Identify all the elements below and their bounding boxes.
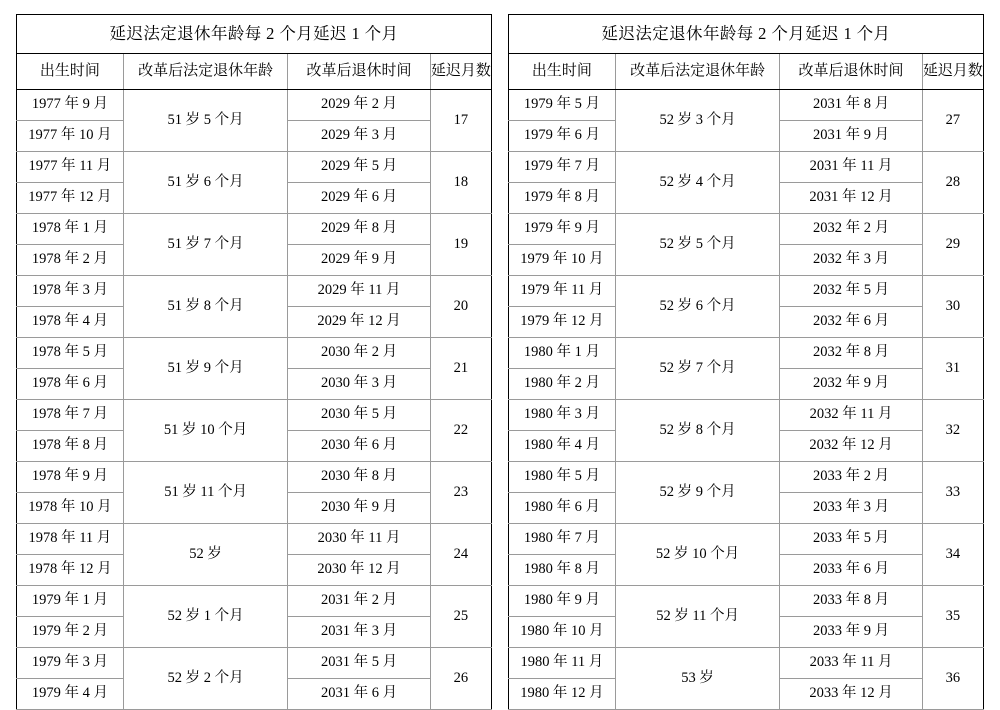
statutory-retirement-age-cell: 51 岁 6 个月 [123, 152, 288, 214]
retirement-schedule-table-left [16, 14, 492, 710]
birth-date-cell: 1979 年 5 月 [509, 90, 616, 121]
delay-months-cell: 21 [430, 338, 491, 400]
table-row [17, 586, 492, 617]
birth-date-cell: 1978 年 11 月 [17, 524, 124, 555]
statutory-retirement-age-cell: 52 岁 8 个月 [615, 400, 780, 462]
birth-date-cell: 1980 年 1 月 [509, 338, 616, 369]
retirement-date-cell: 2029 年 9 月 [288, 245, 430, 276]
table-row [17, 338, 492, 369]
retirement-date-cell: 2033 年 11 月 [780, 648, 922, 679]
birth-date-cell: 1977 年 12 月 [17, 183, 124, 214]
table-header-row [17, 54, 492, 90]
table-row [509, 338, 984, 369]
column-header: 改革后退休时间 [288, 54, 430, 90]
table-row [509, 648, 984, 679]
retirement-date-cell: 2030 年 6 月 [288, 431, 430, 462]
birth-date-cell: 1980 年 8 月 [509, 555, 616, 586]
delay-months-cell: 35 [922, 586, 983, 648]
birth-date-cell: 1978 年 6 月 [17, 369, 124, 400]
birth-date-cell: 1980 年 7 月 [509, 524, 616, 555]
retirement-date-cell: 2030 年 11 月 [288, 524, 430, 555]
statutory-retirement-age-cell: 52 岁 9 个月 [615, 462, 780, 524]
birth-date-cell: 1977 年 9 月 [17, 90, 124, 121]
birth-date-cell: 1978 年 4 月 [17, 307, 124, 338]
retirement-date-cell: 2030 年 5 月 [288, 400, 430, 431]
table-row [17, 400, 492, 431]
birth-date-cell: 1979 年 1 月 [17, 586, 124, 617]
column-header: 延迟月数 [922, 54, 983, 90]
table-row [509, 152, 984, 183]
birth-date-cell: 1980 年 11 月 [509, 648, 616, 679]
retirement-date-cell: 2030 年 9 月 [288, 493, 430, 524]
birth-date-cell: 1979 年 4 月 [17, 679, 124, 710]
birth-date-cell: 1979 年 6 月 [509, 121, 616, 152]
column-header: 延迟月数 [430, 54, 491, 90]
retirement-date-cell: 2031 年 12 月 [780, 183, 922, 214]
birth-date-cell: 1980 年 2 月 [509, 369, 616, 400]
table-title: 延迟法定退休年龄每 2 个月延迟 1 个月 [509, 15, 984, 54]
retirement-date-cell: 2029 年 11 月 [288, 276, 430, 307]
retirement-date-cell: 2031 年 2 月 [288, 586, 430, 617]
retirement-date-cell: 2030 年 12 月 [288, 555, 430, 586]
statutory-retirement-age-cell: 52 岁 7 个月 [615, 338, 780, 400]
table-row [509, 276, 984, 307]
retirement-date-cell: 2030 年 3 月 [288, 369, 430, 400]
birth-date-cell: 1978 年 10 月 [17, 493, 124, 524]
statutory-retirement-age-cell: 52 岁 5 个月 [615, 214, 780, 276]
retirement-date-cell: 2030 年 8 月 [288, 462, 430, 493]
retirement-date-cell: 2032 年 8 月 [780, 338, 922, 369]
table-row [509, 400, 984, 431]
retirement-date-cell: 2033 年 9 月 [780, 617, 922, 648]
birth-date-cell: 1980 年 10 月 [509, 617, 616, 648]
statutory-retirement-age-cell: 51 岁 9 个月 [123, 338, 288, 400]
column-header: 改革后法定退休年龄 [615, 54, 780, 90]
table-header-row [509, 54, 984, 90]
retirement-date-cell: 2032 年 3 月 [780, 245, 922, 276]
delay-months-cell: 22 [430, 400, 491, 462]
birth-date-cell: 1978 年 12 月 [17, 555, 124, 586]
retirement-date-cell: 2033 年 3 月 [780, 493, 922, 524]
delay-months-cell: 23 [430, 462, 491, 524]
retirement-date-cell: 2032 年 5 月 [780, 276, 922, 307]
table-row [17, 90, 492, 121]
delay-months-cell: 33 [922, 462, 983, 524]
table-row [17, 462, 492, 493]
delay-months-cell: 26 [430, 648, 491, 710]
table-row [509, 90, 984, 121]
statutory-retirement-age-cell: 52 岁 1 个月 [123, 586, 288, 648]
retirement-date-cell: 2032 年 12 月 [780, 431, 922, 462]
birth-date-cell: 1978 年 8 月 [17, 431, 124, 462]
retirement-date-cell: 2031 年 8 月 [780, 90, 922, 121]
statutory-retirement-age-cell: 51 岁 7 个月 [123, 214, 288, 276]
retirement-date-cell: 2033 年 2 月 [780, 462, 922, 493]
retirement-date-cell: 2029 年 8 月 [288, 214, 430, 245]
column-header: 出生时间 [509, 54, 616, 90]
retirement-date-cell: 2029 年 12 月 [288, 307, 430, 338]
statutory-retirement-age-cell: 51 岁 11 个月 [123, 462, 288, 524]
delay-months-cell: 30 [922, 276, 983, 338]
table-right-body [509, 15, 984, 710]
statutory-retirement-age-cell: 51 岁 10 个月 [123, 400, 288, 462]
delay-months-cell: 29 [922, 214, 983, 276]
statutory-retirement-age-cell: 53 岁 [615, 648, 780, 710]
statutory-retirement-age-cell: 52 岁 6 个月 [615, 276, 780, 338]
delay-months-cell: 36 [922, 648, 983, 710]
birth-date-cell: 1980 年 4 月 [509, 431, 616, 462]
birth-date-cell: 1980 年 9 月 [509, 586, 616, 617]
statutory-retirement-age-cell: 52 岁 11 个月 [615, 586, 780, 648]
retirement-date-cell: 2032 年 2 月 [780, 214, 922, 245]
birth-date-cell: 1980 年 3 月 [509, 400, 616, 431]
retirement-date-cell: 2033 年 8 月 [780, 586, 922, 617]
birth-date-cell: 1978 年 2 月 [17, 245, 124, 276]
birth-date-cell: 1980 年 12 月 [509, 679, 616, 710]
delay-months-cell: 20 [430, 276, 491, 338]
statutory-retirement-age-cell: 51 岁 8 个月 [123, 276, 288, 338]
retirement-date-cell: 2031 年 11 月 [780, 152, 922, 183]
table-row [17, 214, 492, 245]
column-header: 改革后法定退休年龄 [123, 54, 288, 90]
table-left-body [17, 15, 492, 710]
retirement-date-cell: 2032 年 9 月 [780, 369, 922, 400]
birth-date-cell: 1980 年 5 月 [509, 462, 616, 493]
delay-months-cell: 25 [430, 586, 491, 648]
statutory-retirement-age-cell: 51 岁 5 个月 [123, 90, 288, 152]
delay-months-cell: 31 [922, 338, 983, 400]
birth-date-cell: 1978 年 1 月 [17, 214, 124, 245]
retirement-date-cell: 2033 年 12 月 [780, 679, 922, 710]
delay-months-cell: 19 [430, 214, 491, 276]
statutory-retirement-age-cell: 52 岁 2 个月 [123, 648, 288, 710]
table-row [17, 276, 492, 307]
birth-date-cell: 1979 年 3 月 [17, 648, 124, 679]
birth-date-cell: 1979 年 11 月 [509, 276, 616, 307]
delay-months-cell: 32 [922, 400, 983, 462]
birth-date-cell: 1978 年 9 月 [17, 462, 124, 493]
retirement-table-right-wrapper [508, 14, 984, 710]
retirement-table-left-wrapper [16, 14, 492, 710]
table-row [509, 462, 984, 493]
retirement-date-cell: 2031 年 3 月 [288, 617, 430, 648]
birth-date-cell: 1978 年 3 月 [17, 276, 124, 307]
birth-date-cell: 1977 年 10 月 [17, 121, 124, 152]
retirement-date-cell: 2031 年 9 月 [780, 121, 922, 152]
table-row [509, 524, 984, 555]
retirement-date-cell: 2032 年 6 月 [780, 307, 922, 338]
table-row [509, 586, 984, 617]
table-title: 延迟法定退休年龄每 2 个月延迟 1 个月 [17, 15, 492, 54]
table-row [509, 214, 984, 245]
birth-date-cell: 1979 年 2 月 [17, 617, 124, 648]
birth-date-cell: 1980 年 6 月 [509, 493, 616, 524]
birth-date-cell: 1978 年 5 月 [17, 338, 124, 369]
retirement-date-cell: 2029 年 3 月 [288, 121, 430, 152]
retirement-date-cell: 2030 年 2 月 [288, 338, 430, 369]
retirement-date-cell: 2033 年 5 月 [780, 524, 922, 555]
birth-date-cell: 1979 年 12 月 [509, 307, 616, 338]
statutory-retirement-age-cell: 52 岁 3 个月 [615, 90, 780, 152]
birth-date-cell: 1979 年 9 月 [509, 214, 616, 245]
retirement-date-cell: 2029 年 6 月 [288, 183, 430, 214]
retirement-date-cell: 2029 年 5 月 [288, 152, 430, 183]
table-title-row [17, 15, 492, 54]
delay-months-cell: 17 [430, 90, 491, 152]
statutory-retirement-age-cell: 52 岁 [123, 524, 288, 586]
delay-months-cell: 34 [922, 524, 983, 586]
retirement-date-cell: 2032 年 11 月 [780, 400, 922, 431]
retirement-date-cell: 2031 年 6 月 [288, 679, 430, 710]
column-header: 出生时间 [17, 54, 124, 90]
birth-date-cell: 1978 年 7 月 [17, 400, 124, 431]
delay-months-cell: 27 [922, 90, 983, 152]
column-header: 改革后退休时间 [780, 54, 922, 90]
retirement-date-cell: 2033 年 6 月 [780, 555, 922, 586]
retirement-schedule-table-right [508, 14, 984, 710]
birth-date-cell: 1979 年 8 月 [509, 183, 616, 214]
delay-months-cell: 18 [430, 152, 491, 214]
statutory-retirement-age-cell: 52 岁 4 个月 [615, 152, 780, 214]
table-row [17, 524, 492, 555]
table-title-row [509, 15, 984, 54]
table-row [17, 648, 492, 679]
delay-months-cell: 28 [922, 152, 983, 214]
statutory-retirement-age-cell: 52 岁 10 个月 [615, 524, 780, 586]
birth-date-cell: 1979 年 10 月 [509, 245, 616, 276]
birth-date-cell: 1977 年 11 月 [17, 152, 124, 183]
delay-months-cell: 24 [430, 524, 491, 586]
birth-date-cell: 1979 年 7 月 [509, 152, 616, 183]
retirement-date-cell: 2031 年 5 月 [288, 648, 430, 679]
retirement-date-cell: 2029 年 2 月 [288, 90, 430, 121]
table-row [17, 152, 492, 183]
